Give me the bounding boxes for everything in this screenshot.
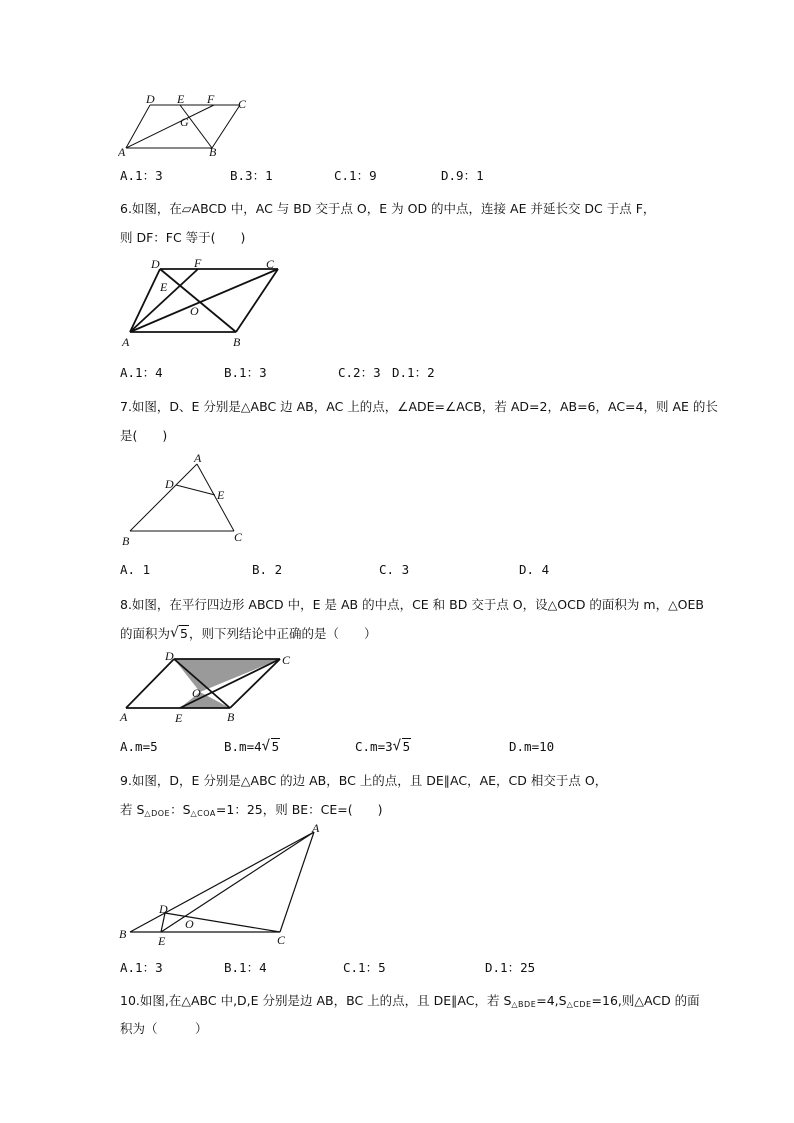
q8-option-b-sqrt: √ 5 [262,739,281,754]
q5-option-a: A.1：3 [120,168,163,183]
q8-option-d: D.m=10 [509,739,555,754]
q5-option-d: D.9：1 [441,168,484,183]
q8-label-o: O [192,686,201,700]
q8-figure [118,648,298,726]
q8-label-b: B [227,710,235,724]
q7-figure [118,452,246,550]
q5-label-c: C [238,97,247,111]
q6-label-o: O [190,304,199,318]
q7-label-b: B [122,534,130,548]
q9-option-a: A.1：3 [120,960,163,975]
q7-option-b: B. 2 [252,562,283,577]
q9-label-b: B [119,927,127,941]
q10-stem-line1: 10.如图,在△ABC 中,D,E 分别是边 AB，BC 上的点，且 DE∥AC，若 $S_{\triangle BDE}=4,S_{\triangle CDE}=16$,则△ACD 的面 [120,993,700,1009]
q8-label-c: C [282,653,291,667]
q8-label-a: A [120,710,128,724]
q9-option-c: C.1：5 [343,960,386,975]
q6-label-b: B [233,335,241,349]
q9-sub-doe: △DOE [144,809,171,818]
q5-label-e: E [177,94,185,106]
q5-label-g: G [180,115,189,129]
q9-stem-line1: 9.如图，D，E 分别是△ABC 的边 AB，BC 上的点，且 DE∥AC，AE，CD 相交于点 O， [120,773,608,788]
q8-sqrt [170,626,189,641]
q9-label-c: C [277,933,286,947]
q8-stem-line2 [120,624,376,642]
q7-option-a: A. 1 [120,562,151,577]
q6-option-b: B.1：3 [224,365,267,380]
q7-label-c: C [234,530,243,544]
q9-label-e: E [158,934,166,948]
q7-stem-line2: 是( ) [120,428,168,443]
q6-label-c: C [266,257,275,271]
q10-sub-cde: △CDE [566,1000,592,1009]
q7-stem-line1: 7.如图，D、E 分别是△ABC 边 AB，AC 上的点，∠ADE=∠ACB，若 AD=2，AB=6，AC=4，则 AE 的长 [120,399,718,414]
q8-sqrt-radicand: 5 [180,626,188,641]
q9-figure [116,820,330,950]
q7-label-e: E [217,488,225,502]
q9-label-a: A [312,821,320,835]
q7-option-c: C. 3 [379,562,410,577]
q10-sub-bde: △BDE [511,1000,537,1009]
q8-option-b: B.m=4√ 5 [224,739,280,754]
q7-label-d: D [165,477,174,491]
q6-label-f: F [194,256,202,270]
q10-stem-line2: 积为（ ） [120,1021,208,1036]
q6-figure [118,256,290,352]
q5-option-c: C.1：9 [334,168,377,183]
q8-shaded-oeb [180,692,230,708]
q9-stem-line2: 若 $S_{\triangle DOE}$：$S_{\triangle COA}=1$：25，则 BE：CE=( ) [120,802,383,818]
q6-label-d: D [151,257,160,271]
q7-label-a: A [194,452,202,465]
q6-option-c: C.2：3 [338,365,381,380]
q8-option-c: C.m=3√ 5 [355,739,411,754]
q8-label-d: D [165,649,174,663]
q8-label-e: E [175,711,183,725]
q8-stem-line1: 8.如图，在平行四边形 ABCD 中，E 是 AB 的中点，CE 和 BD 交于点 O，设△OCD 的面积为 m，△OEB [120,597,704,612]
q5-option-b: B.3：1 [230,168,273,183]
q8-option-a: A.m=5 [120,739,158,754]
q8-stem-line2-prefix: 的面积为 [120,626,171,641]
q5-figure [118,94,258,158]
q5-label-b: B [209,145,217,158]
q8-option-c-sqrt: √ 5 [393,739,412,754]
q6-option-a: A.1：4 [120,365,163,380]
q6-label-e: E [160,280,168,294]
q7-option-d: D. 4 [519,562,550,577]
q6-stem-line2: 则 DF：FC 等于( ) [120,230,246,245]
q5-label-a: A [118,145,126,158]
q6-stem-line1: 6.如图，在▱ABCD 中，AC 与 BD 交于点 O，E 为 OD 的中点，连接 AE 并延长交 DC 于点 F， [120,201,656,216]
q5-label-f: F [207,94,215,106]
q9-option-b: B.1：4 [224,960,267,975]
q9-label-d: D [159,902,168,916]
q9-option-d: D.1：25 [485,960,536,975]
q6-label-a: A [122,335,130,349]
q6-option-d: D.1：2 [392,365,435,380]
q9-sub-coa: △COA [190,809,216,818]
q9-label-o: O [185,917,194,931]
q8-stem-line2-suffix: ，则下列结论中正确的是（ ） [188,626,377,641]
q5-label-d: D [146,94,155,106]
